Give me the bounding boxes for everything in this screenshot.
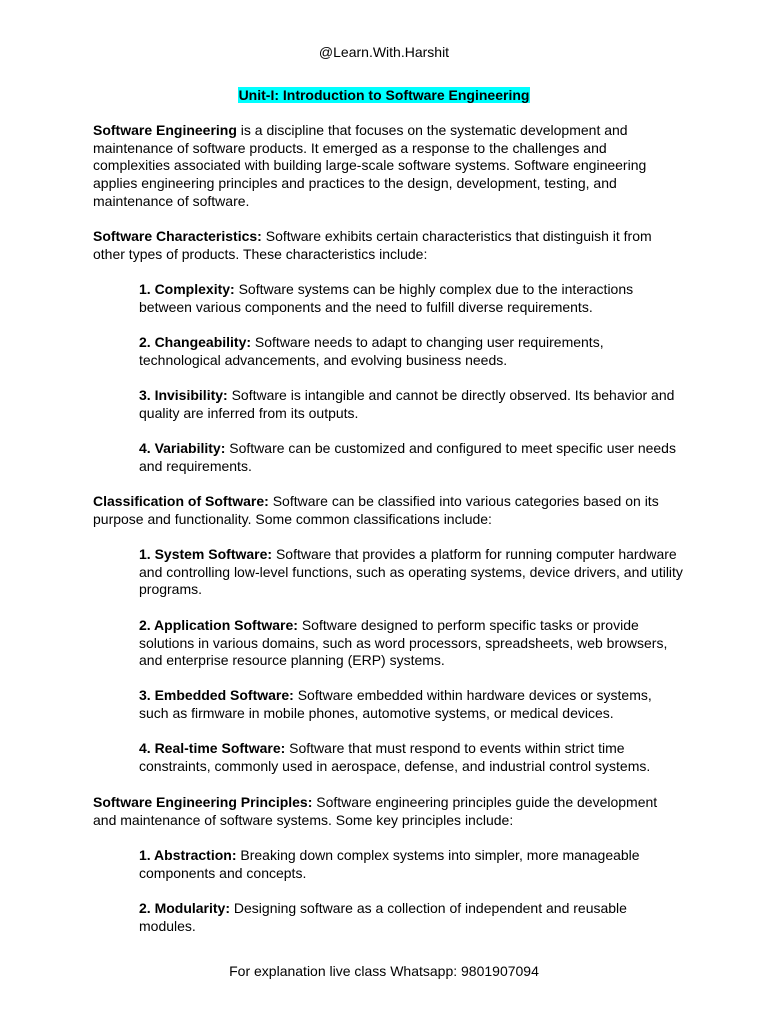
list-item-text: Software embedded within hardware devices or systems, such as firmware in mobile phones, automotive systems, or medical devices. xyxy=(139,687,652,721)
list-item xyxy=(139,900,684,935)
footer-contact: For explanation live class Whatsapp: 9801907094 xyxy=(229,963,539,979)
list-item-term: 1. Abstraction: xyxy=(139,847,237,863)
list-item xyxy=(139,334,684,369)
list-item xyxy=(139,440,684,475)
list-item-text: Software is intangible and cannot be directly observed. Its behavior and quality are inferred from its outputs. xyxy=(139,387,675,421)
classification-text: Software can be classified into various categories based on its purpose and functionality. Some common classifications include: xyxy=(93,493,659,527)
list-item-text: Software can be customized and configured to meet specific user needs and requirements. xyxy=(139,440,676,474)
intro-term: Software Engineering xyxy=(93,122,237,138)
list-item-term: 2. Application Software: xyxy=(139,617,298,633)
list-item-text: Designing software as a collection of independent and reusable modules. xyxy=(139,900,627,934)
classification-term: Classification of Software: xyxy=(93,493,269,509)
list-item-term: 3. Embedded Software: xyxy=(139,687,294,703)
classification-paragraph xyxy=(93,493,683,528)
author-handle: @Learn.With.Harshit xyxy=(318,44,450,60)
list-item xyxy=(139,281,684,316)
document-title: Unit-I: Introduction to Software Engineering xyxy=(238,87,530,103)
intro-text: is a discipline that focuses on the systematic development and maintenance of software products. It emerged as a response to the challenges and complexities associated with building large-scale software systems. Software engineering applies engineering principles and practices to the design, development, testing, and maintenance of software. xyxy=(93,122,647,209)
list-item-term: 2. Modularity: xyxy=(139,900,231,916)
characteristics-text: Software exhibits certain characteristics that distinguish it from other types of products. These characteristics include: xyxy=(93,228,652,262)
list-item xyxy=(139,740,684,775)
list-item xyxy=(139,546,684,599)
principles-text: Software engineering principles guide the development and maintenance of software systems. Some key principles include: xyxy=(93,794,658,828)
characteristics-term: Software Characteristics: xyxy=(93,228,262,244)
list-item-term: 4. Real-time Software: xyxy=(139,740,286,756)
characteristics-paragraph xyxy=(93,228,683,263)
list-item-term: 3. Invisibility: xyxy=(139,387,228,403)
list-item-term: 4. Variability: xyxy=(139,440,226,456)
list-item xyxy=(139,617,684,670)
list-item-text: Software that provides a platform for running computer hardware and controlling low-level functions, such as operating systems, device drivers, and utility programs. xyxy=(139,546,683,598)
list-item-text: Software that must respond to events within strict time constraints, commonly used in aerospace, defense, and industrial control systems. xyxy=(139,740,651,774)
principles-term: Software Engineering Principles: xyxy=(93,794,313,810)
list-item xyxy=(139,387,684,422)
list-item-text: Software systems can be highly complex due to the interactions between various components and the need to fulfill diverse requirements. xyxy=(139,281,634,315)
list-item xyxy=(139,687,684,722)
list-item-text: Breaking down complex systems into simpler, more manageable components and concepts. xyxy=(139,847,640,881)
list-item-text: Software needs to adapt to changing user requirements, technological advancements, and evolving business needs. xyxy=(139,334,604,368)
list-item-text: Software designed to perform specific tasks or provide solutions in various domains, such as word processors, spreadsheets, web browsers, and enterprise resource planning (ERP) systems. xyxy=(139,617,668,669)
principles-paragraph xyxy=(93,794,683,829)
list-item xyxy=(139,847,684,882)
list-item-term: 1. Complexity: xyxy=(139,281,235,297)
intro-paragraph xyxy=(93,122,683,211)
list-item-term: 2. Changeability: xyxy=(139,334,252,350)
title-wrap xyxy=(0,87,768,105)
list-item-term: 1. System Software: xyxy=(139,546,273,562)
